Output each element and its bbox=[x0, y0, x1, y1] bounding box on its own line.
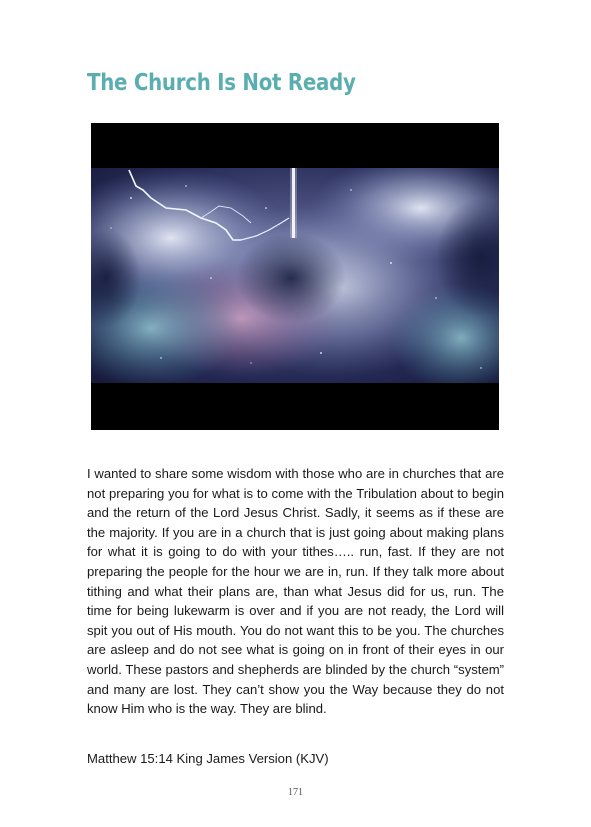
page-title: The Church Is Not Ready bbox=[87, 70, 356, 96]
body-paragraph: I wanted to share some wisdom with those who are in churches that are not preparing you for what is to come with the Tribulation about to begin and the return of the Lord Jesus Christ. Sadly, it seems as if these are the majority. If you are in a church that is just going about making plans for what it is going to do with your tithes….. run, fast. If they are not preparing the people for the hour we are in, run. If they talk more about tithing and what their plans are, than what Jesus did for us, run. The time for being lukewarm is over and if you are not ready, the Lord will spit you out of His mouth. You do not want this to be you. The churches are asleep and do not see what is going on in front of their eyes in our world. These pastors and shepherds are blinded by the church “system” and many are lost. They can’t show you the Way because they do not know Him who is the way. They are blind. bbox=[87, 466, 504, 717]
scripture-citation: Matthew 15:14 King James Version (KJV) bbox=[87, 751, 329, 766]
lightning-nebula-illustration bbox=[91, 168, 499, 383]
page-number: 171 bbox=[288, 787, 303, 798]
storm-sky-image bbox=[91, 123, 499, 430]
